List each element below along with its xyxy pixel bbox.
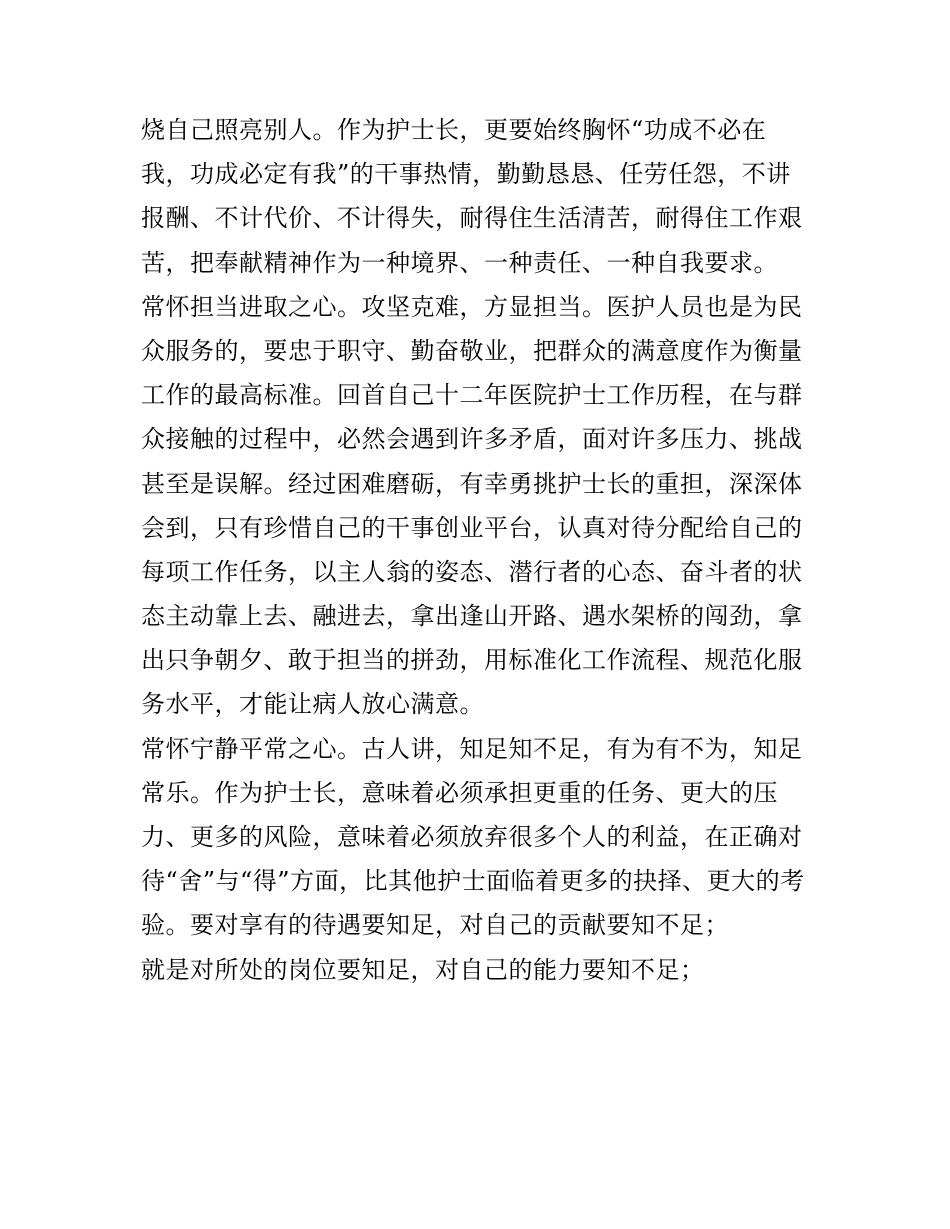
text-line: 验。要对享有的待遇要知足，对自己的贡献要知不足； — [141, 911, 729, 940]
text-line: 烧自己照亮别人。作为护士长，更要始终胸怀“功成不必在 — [141, 116, 767, 144]
text-line: 工作的最高标准。回首自己十二年医院护士工作历程，在与群 — [141, 381, 803, 410]
text-line: 甚至是误解。经过困难磨砺，有幸勇挑护士长的重担，深深体 — [141, 469, 803, 498]
text-line: 力、更多的风险，意味着必须放弃很多个人的利益，在正确对 — [141, 823, 803, 851]
text-line: 待“舍”与“得”方面，比其他护士面临着更多的抉择、更大的考 — [141, 867, 805, 896]
text-line: 众服务的，要忠于职守、勤奋敬业，把群众的满意度作为衡量 — [141, 336, 803, 365]
text-line: 报酬、不计代价、不计得失，耐得住生活清苦，耐得住工作艰 — [141, 204, 803, 233]
text-line: 常乐。作为护士长，意味着必须承担更重的任务、更大的压 — [141, 778, 778, 807]
text-line: 就是对所处的岗位要知足，对自己的能力要知不足； — [141, 955, 705, 984]
text-line: 众接触的过程中，必然会遇到许多矛盾，面对许多压力、挑战 — [141, 425, 803, 454]
body-text — [141, 108, 821, 992]
text-line: 常怀宁静平常之心。古人讲，知足知不足，有为有不为，知足 — [141, 734, 803, 763]
text-line: 常怀担当进取之心。攻坚克难，方显担当。医护人员也是为民 — [141, 292, 803, 321]
text-line: 会到，只有珍惜自己的干事创业平台，认真对待分配给自己的 — [141, 513, 803, 542]
text-line: 态主动靠上去、融进去，拿出逢山开路、遇水架桥的闯劲，拿 — [141, 602, 803, 631]
text-line: 苦，把奉献精神作为一种境界、一种责任、一种自我要求。 — [141, 248, 778, 277]
text-line: 每项工作任务，以主人翁的姿态、潜行者的心态、奋斗者的状 — [141, 557, 803, 586]
text-line: 务水平，才能让病人放心满意。 — [141, 690, 484, 719]
text-line: 出只争朝夕、敢于担当的拼劲，用标准化工作流程、规范化服 — [141, 646, 803, 675]
text-line: 我，功成必定有我”的干事热情，勤勤恳恳、任劳任怨，不讲 — [141, 160, 791, 189]
